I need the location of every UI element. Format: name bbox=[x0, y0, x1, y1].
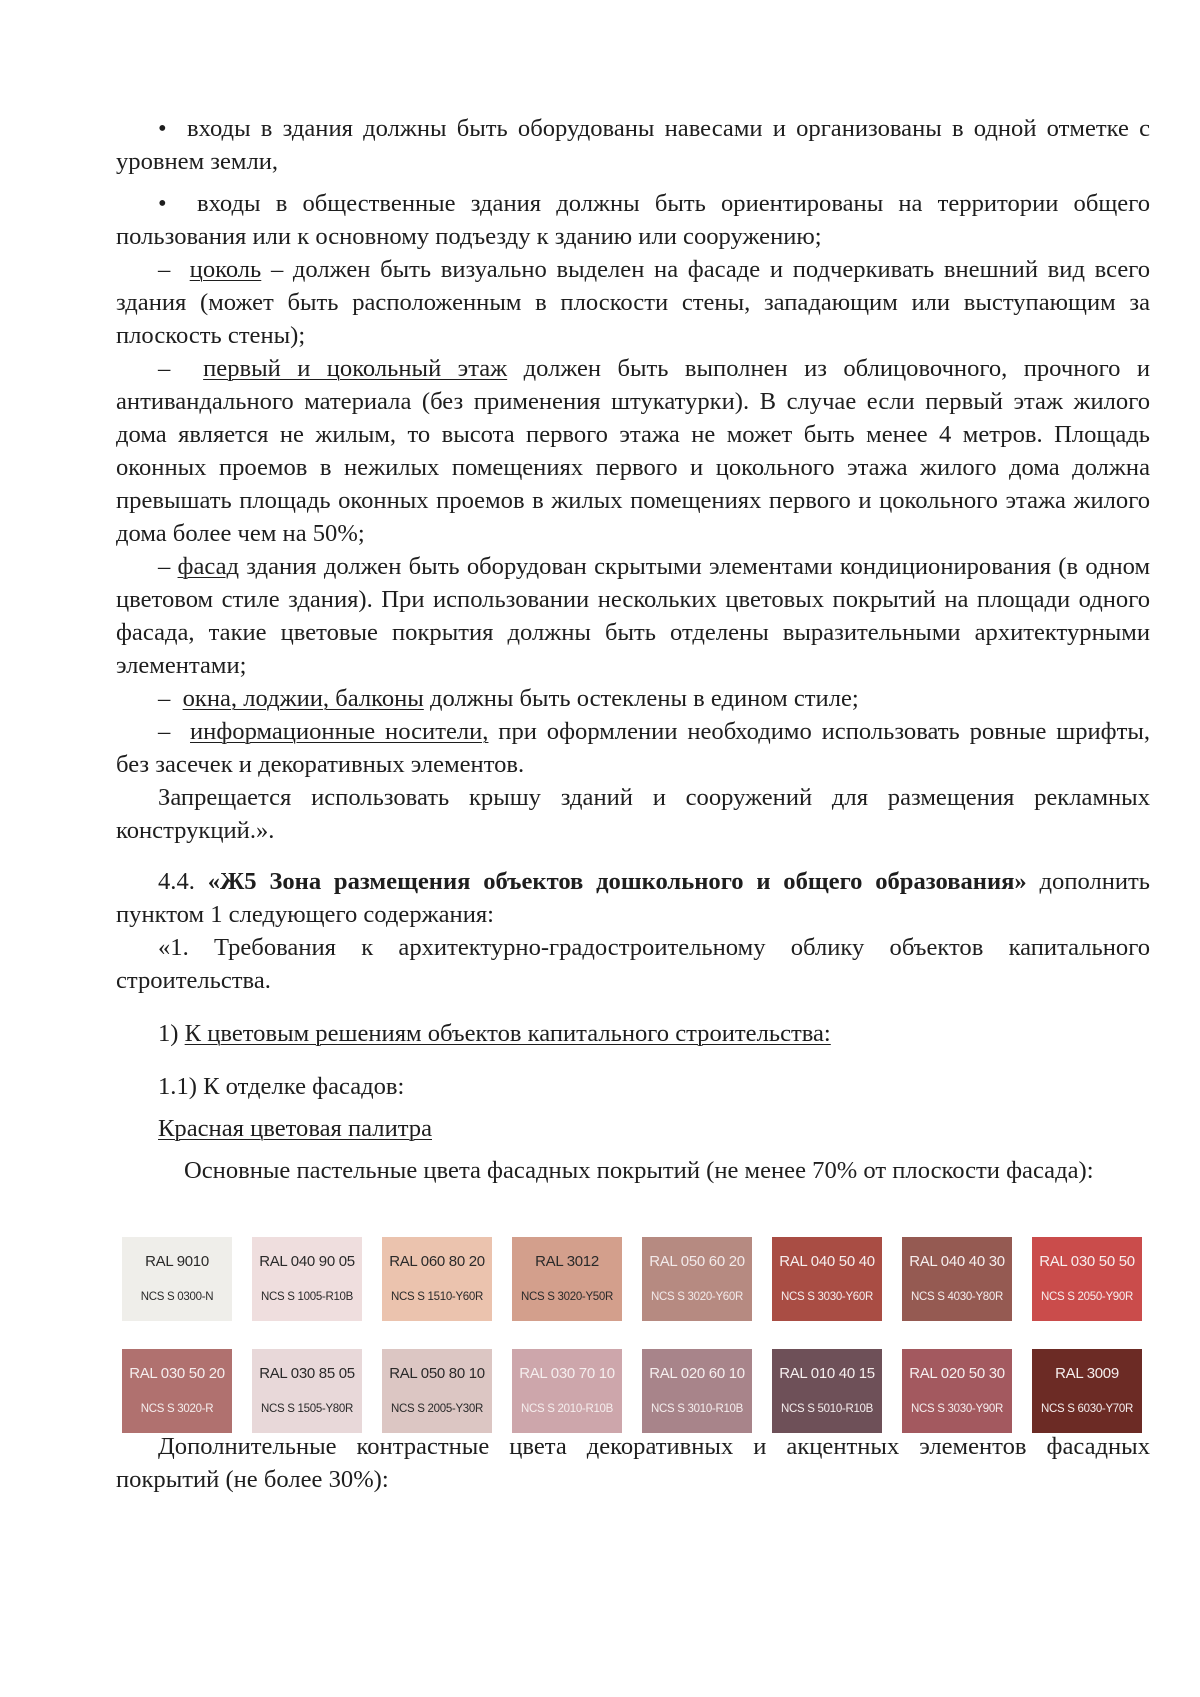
dash-paragraph: – окна, лоджии, балконы должны быть остеклены в едином стиле; bbox=[158, 685, 859, 712]
color-swatch bbox=[122, 1349, 232, 1433]
color-swatch bbox=[772, 1237, 882, 1321]
ncs-code: NCS S 3020-Y50R bbox=[520, 1290, 614, 1303]
ral-code: RAL 030 70 10 bbox=[519, 1364, 615, 1382]
subsection-facade-finish: 1.1) К отделке фасадов: bbox=[158, 1073, 405, 1100]
ncs-code: NCS S 6030-Y70R bbox=[1040, 1402, 1134, 1415]
ral-code: RAL 040 40 30 bbox=[909, 1252, 1005, 1270]
ncs-code: NCS S 3030-Y90R bbox=[910, 1402, 1004, 1415]
paragraph-text: должны быть остеклены в едином стиле; bbox=[423, 685, 859, 712]
bullet-paragraph: • входы в общественные здания должны быть ориентированы на территории общего пользования или к основному подъезду к зданию или сооружению; bbox=[116, 190, 1150, 250]
section-title: «Ж5 Зона размещения объектов дошкольного и общего образования» bbox=[207, 868, 1027, 895]
dash-paragraph: – информационные носители, при оформлении необходимо использовать ровные шрифты, без засечек и декоративных элементов. bbox=[116, 718, 1151, 778]
color-swatch bbox=[512, 1237, 622, 1321]
dash-paragraph: – цоколь – должен быть визуально выделен на фасаде и подчеркивать внешний вид всего здания (может быть расположенным в плоскости стены, западающим или выступающим за плоскость стены); bbox=[116, 256, 1151, 349]
underlined-term: фасад bbox=[177, 553, 240, 580]
ncs-code: NCS S 5010-R10B bbox=[780, 1402, 874, 1415]
palette-title-text: Красная цветовая палитра bbox=[158, 1115, 432, 1142]
ncs-code: NCS S 3020-Y60R bbox=[650, 1290, 744, 1303]
color-swatch bbox=[642, 1237, 752, 1321]
ral-code: RAL 3009 bbox=[1055, 1364, 1119, 1382]
color-swatch bbox=[252, 1349, 362, 1433]
ncs-code: NCS S 3020-R bbox=[140, 1402, 214, 1415]
ncs-code: NCS S 0300-N bbox=[140, 1290, 214, 1303]
color-swatch bbox=[1032, 1237, 1142, 1321]
ncs-code: NCS S 3030-Y60R bbox=[780, 1290, 874, 1303]
ral-code: RAL 050 60 20 bbox=[649, 1252, 745, 1270]
ral-code: RAL 010 40 15 bbox=[779, 1364, 875, 1382]
color-swatch bbox=[252, 1237, 362, 1321]
color-swatch bbox=[382, 1237, 492, 1321]
ral-code: RAL 3012 bbox=[535, 1252, 599, 1270]
paragraph-text: при оформлении необходимо использовать ровные шрифты, без засечек и декоративных элементов. bbox=[116, 718, 1151, 778]
ral-code: RAL 050 80 10 bbox=[389, 1364, 485, 1382]
ncs-code: NCS S 1005-R10B bbox=[260, 1290, 354, 1303]
ncs-code: NCS S 2005-Y30R bbox=[390, 1402, 484, 1415]
main-colors-paragraph: Основные пастельные цвета фасадных покрытий (не менее 70% от плоскости фасада): bbox=[184, 1157, 1094, 1184]
ncs-code: NCS S 2050-Y90R bbox=[1040, 1290, 1134, 1303]
ral-code: RAL 020 60 10 bbox=[649, 1364, 745, 1382]
ncs-code: NCS S 4030-Y80R bbox=[910, 1290, 1004, 1303]
ncs-code: NCS S 2010-R10B bbox=[520, 1402, 614, 1415]
color-swatch bbox=[902, 1349, 1012, 1433]
underlined-term: информационные носители, bbox=[190, 718, 489, 745]
color-swatch bbox=[902, 1237, 1012, 1321]
underlined-term: цоколь bbox=[189, 256, 262, 283]
ral-code: RAL 030 85 05 bbox=[259, 1364, 355, 1382]
ncs-code: NCS S 1510-Y60R bbox=[390, 1290, 484, 1303]
paragraph-text: входы в общественные здания должны быть ориентированы на территории общего пользования или к основному подъезду к зданию или сооружению; bbox=[116, 190, 1150, 250]
subsection-color-solutions bbox=[116, 1017, 1150, 1050]
ral-code: RAL 040 50 40 bbox=[779, 1252, 875, 1270]
color-swatch bbox=[122, 1237, 232, 1321]
section-4-4-paragraph bbox=[116, 865, 1150, 931]
ncs-code: NCS S 1505-Y80R bbox=[260, 1402, 354, 1415]
paragraph-text: здания должен быть оборудован скрытыми элементами кондиционирования (в одном цветовом стиле здания). При использовании нескольких цветовых покрытий на площади одного фасада, такие цветовые покрытия должны быть отделены выразительными архитектурными элементами; bbox=[116, 553, 1151, 679]
ral-code: RAL 030 50 50 bbox=[1039, 1252, 1135, 1270]
dash-paragraph: – фасад здания должен быть оборудован скрытыми элементами кондиционирования (в одном цветовом стиле здания). При использовании нескольких цветовых покрытий на площади одного фасада, такие цветовые покрытия должны быть отделены выразительными архитектурными элементами; bbox=[116, 553, 1151, 679]
color-swatch bbox=[642, 1349, 752, 1433]
color-swatch-grid bbox=[122, 1237, 1150, 1433]
paragraph-text: должен быть выполнен из облицовочного, прочного и антивандального материала (без применения штукатурки). В случае если первый этаж жилого дома является не жилым, то высота первого этажа не может быть менее 4 метров. Площадь оконных проемов в нежилых помещениях первого и цокольного этажа жилого дома должна превышать площадь оконных проемов в жилых помещениях первого и цокольного этажа жилого дома более чем на 50%; bbox=[116, 355, 1151, 547]
ral-code: RAL 060 80 20 bbox=[389, 1252, 485, 1270]
underlined-term: первый и цокольный этаж bbox=[203, 355, 508, 382]
color-swatch bbox=[382, 1349, 492, 1433]
document-page bbox=[116, 112, 1150, 1187]
bullet-paragraph: • входы в здания должны быть оборудованы навесами и организованы в одной отметке с уровнем земли, bbox=[116, 115, 1150, 175]
color-swatch bbox=[512, 1349, 622, 1433]
paragraph-text: дополнить пунктом 1 следующего содержания: bbox=[116, 868, 1151, 928]
ral-code: RAL 040 90 05 bbox=[259, 1252, 355, 1270]
extra-colors-paragraph: Дополнительные контрастные цвета декоративных и акцентных элементов фасадных покрытий (не более 30%): bbox=[116, 1433, 1150, 1493]
color-swatch bbox=[1032, 1349, 1142, 1433]
color-swatch bbox=[772, 1349, 882, 1433]
ral-code: RAL 9010 bbox=[145, 1252, 209, 1270]
palette-title bbox=[116, 1112, 1150, 1145]
prohibition-paragraph: Запрещается использовать крышу зданий и сооружений для размещения рекламных конструкций.». bbox=[116, 784, 1150, 844]
subsection-number: 1) bbox=[158, 1020, 185, 1047]
subsection-title: К цветовым решениям объектов капитального строительства: bbox=[184, 1020, 831, 1047]
ral-code: RAL 030 50 20 bbox=[129, 1364, 225, 1382]
underlined-term: окна, лоджии, балконы bbox=[182, 685, 424, 712]
ral-code: RAL 020 50 30 bbox=[909, 1364, 1005, 1382]
ncs-code: NCS S 3010-R10B bbox=[650, 1402, 744, 1415]
paragraph-text: – должен быть визуально выделен на фасаде и подчеркивать внешний вид всего здания (может быть расположенным в плоскости стены, западающим или выступающим за плоскость стены); bbox=[116, 256, 1151, 349]
section-number: 4.4. bbox=[158, 868, 208, 895]
extra-colors-block bbox=[116, 1430, 1150, 1496]
requirements-heading: «1. Требования к архитектурно-градостроительному облику объектов капитального строительства. bbox=[116, 934, 1150, 994]
paragraph-text: входы в здания должны быть оборудованы навесами и организованы в одной отметке с уровнем земли, bbox=[116, 115, 1150, 175]
dash-paragraph: – первый и цокольный этаж должен быть выполнен из облицовочного, прочного и антивандального материала (без применения штукатурки). В случае если первый этаж жилого дома является не жилым, то высота первого этажа не может быть менее 4 метров. Площадь оконных проемов в нежилых помещениях первого и цокольного этажа жилого дома должна превышать площадь оконных проемов в жилых помещениях первого и цокольного этажа жилого дома более чем на 50%; bbox=[116, 355, 1151, 547]
